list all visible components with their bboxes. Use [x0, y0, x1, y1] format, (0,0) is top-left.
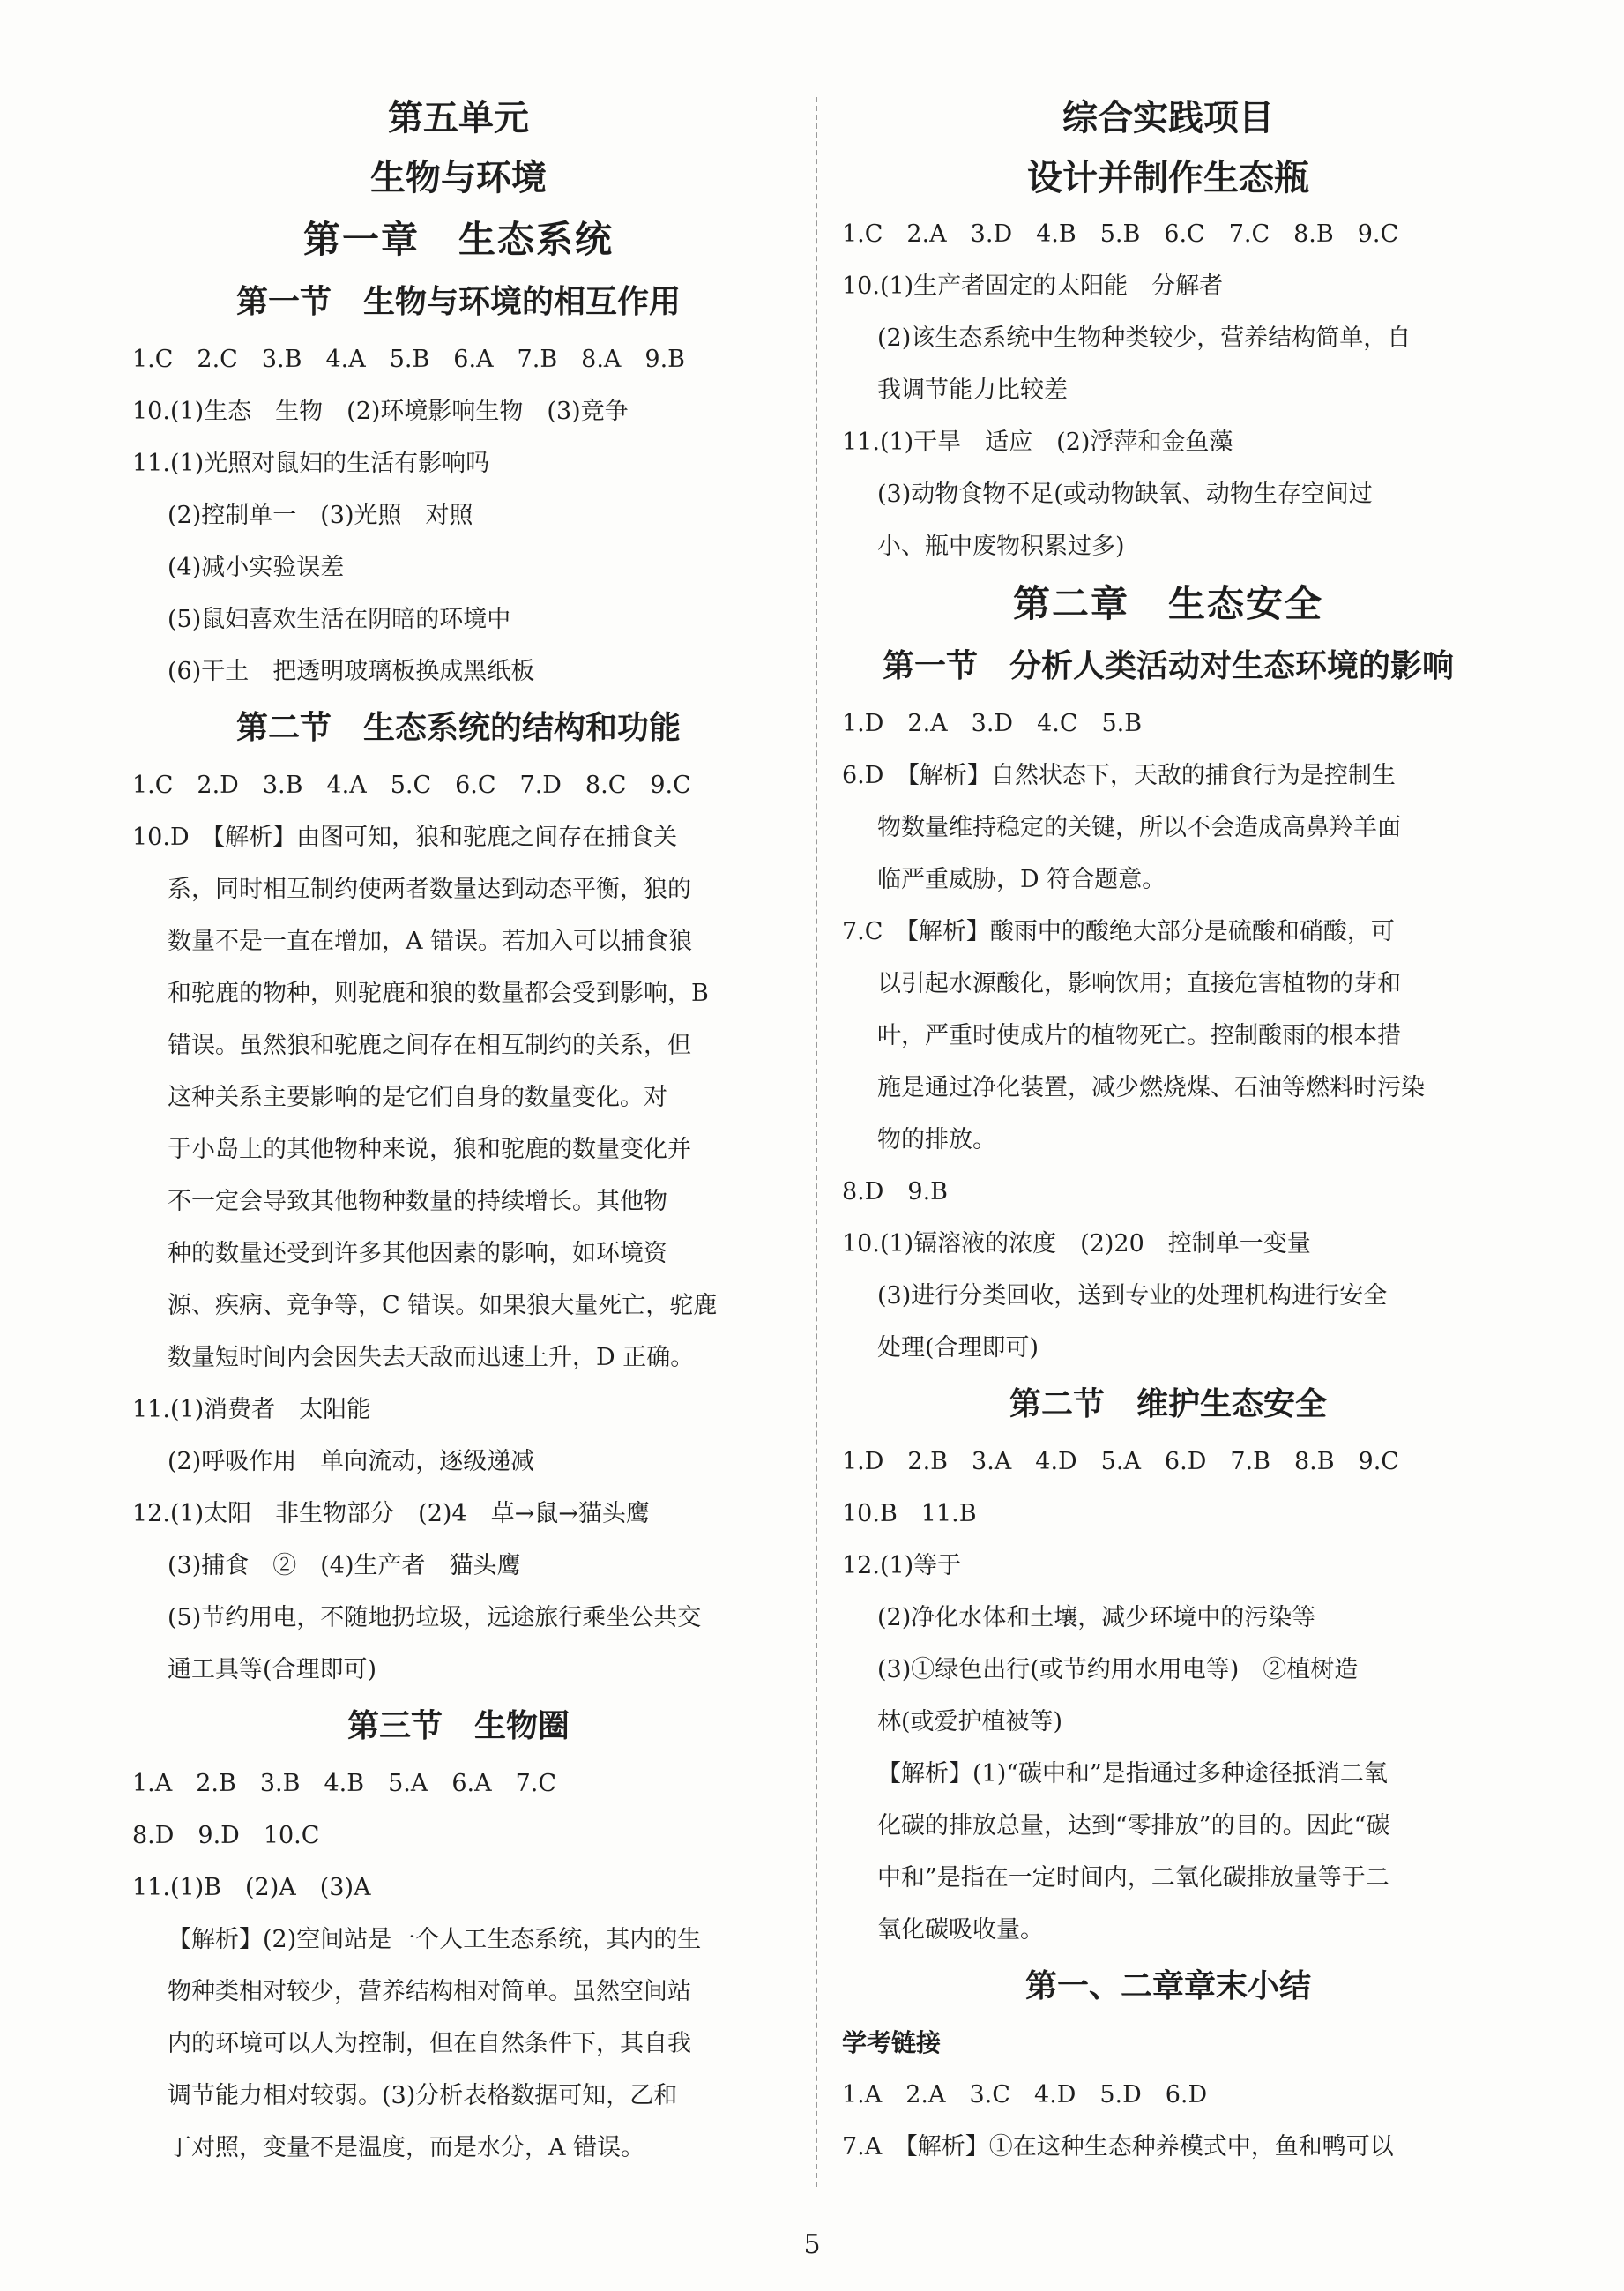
answer-line: 10.(1)生态 生物 (2)环境影响生物 (3)竞争 — [132, 398, 629, 425]
answer-line: 于小岛上的其他物种来说，狼和驼鹿的数量变化并 — [168, 1136, 691, 1163]
answer-line: (5)鼠妇喜欢生活在阴暗的环境中 — [168, 606, 511, 633]
answer-line: (3)动物食物不足(或动物缺氧、动物生存空间过 — [877, 481, 1373, 508]
answer-line: (6)干土 把透明玻璃板换成黑纸板 — [168, 658, 535, 685]
answer-line: 7.C 【解析】酸雨中的酸绝大部分是硫酸和硝酸，可 — [842, 918, 1395, 945]
section-title: 第二节 生态系统的结构和功能 — [235, 710, 681, 746]
left-column — [132, 88, 785, 2174]
answer-line: 8.D 9.D 10.C — [132, 1822, 320, 1849]
answer-line: 系，同时相互制约使两者数量达到动态平衡，狼的 — [168, 876, 691, 903]
answer-line: 叶，严重时使成片的植物死亡。控制酸雨的根本措 — [877, 1022, 1401, 1049]
answer-line: 丁对照，变量不是温度，而是水分，A 错误。 — [168, 2134, 645, 2161]
answer-line: 【解析】(1)“碳中和”是指通过多种途径抵消二氧 — [877, 1760, 1388, 1787]
answer-line: 7.A 【解析】①在这种生态种养模式中，鱼和鸭可以 — [842, 2133, 1394, 2160]
answer-line: 10.D 【解析】由图可知，狼和驼鹿之间存在捕食关 — [132, 824, 678, 851]
chapter-title: 第一章 生态系统 — [302, 218, 614, 261]
answer-line: 1.A 2.A 3.C 4.D 5.D 6.D — [842, 2081, 1208, 2108]
answer-line: 施是通过净化装置，减少燃烧煤、石油等燃料时污染 — [877, 1074, 1425, 1101]
answer-line: 10.B 11.B — [842, 1500, 977, 1527]
answer-line: 内的环境可以人为控制，但在自然条件下，其自我 — [168, 2030, 691, 2057]
answer-line: 临严重威胁，D 符合题意。 — [877, 866, 1166, 893]
answer-line: 1.D 2.A 3.D 4.C 5.B — [842, 710, 1143, 737]
answer-line: 1.C 2.A 3.D 4.B 5.B 6.C 7.C 8.B 9.C — [842, 220, 1399, 248]
answer-line: 物数量维持稳定的关键，所以不会造成高鼻羚羊面 — [877, 814, 1401, 841]
page-number: 5 — [803, 2229, 821, 2260]
unit-subtitle: 生物与环境 — [370, 158, 547, 198]
answer-line: 物种类相对较少，营养结构相对简单。虽然空间站 — [168, 1978, 691, 2005]
answer-line: (2)净化水体和土壤，减少环境中的污染等 — [877, 1604, 1316, 1631]
section-title: 第三节 生物圈 — [346, 1708, 570, 1744]
answer-line: 6.D 【解析】自然状态下，天敌的捕食行为是控制生 — [842, 762, 1396, 789]
answer-line: 错误。虽然狼和驼鹿之间存在相互制约的关系，但 — [168, 1032, 691, 1059]
answer-line: 11.(1)B (2)A (3)A — [132, 1874, 371, 1901]
answer-line: 处理(合理即可) — [877, 1334, 1039, 1362]
answer-line: 氧化碳吸收量。 — [877, 1916, 1044, 1944]
answer-line: 11.(1)光照对鼠妇的生活有影响吗 — [132, 450, 490, 477]
answer-line: 中和”是指在一定时间内，二氧化碳排放量等于二 — [877, 1864, 1389, 1892]
answer-line: (2)呼吸作用 单向流动，逐级递减 — [168, 1448, 535, 1475]
answer-line: 1.C 2.D 3.B 4.A 5.C 6.C 7.D 8.C 9.C — [132, 772, 691, 799]
answer-line: 调节能力相对较弱。(3)分析表格数据可知，乙和 — [168, 2082, 678, 2109]
section-title: 第二节 维护生态安全 — [1009, 1386, 1327, 1422]
chapter-title: 第二章 生态安全 — [1012, 582, 1323, 625]
answer-line: 我调节能力比较差 — [877, 377, 1068, 404]
answer-line: (3)捕食 ② (4)生产者 猫头鹰 — [168, 1552, 521, 1579]
project-subtitle: 设计并制作生态瓶 — [1027, 158, 1309, 198]
answer-line: (3)进行分类回收，送到专业的处理机构进行安全 — [877, 1282, 1388, 1310]
answer-line: 11.(1)干旱 适应 (2)浮萍和金鱼藻 — [842, 429, 1233, 456]
answer-line: 化碳的排放总量，达到“零排放”的目的。因此“碳 — [877, 1812, 1390, 1840]
subheading: 学考链接 — [842, 2028, 942, 2057]
answer-line: (2)控制单一 (3)光照 对照 — [168, 502, 473, 529]
answer-line: 小、瓶中废物积累过多) — [877, 533, 1125, 560]
answer-line: 种的数量还受到许多其他因素的影响，如环境资 — [168, 1240, 667, 1267]
answer-line: (2)该生态系统中生物种类较少，营养结构简单，自 — [877, 325, 1412, 352]
answer-line: 1.D 2.B 3.A 4.D 5.A 6.D 7.B 8.B 9.C — [842, 1448, 1399, 1475]
answer-line: 10.(1)镉溶液的浓度 (2)20 控制单一变量 — [842, 1230, 1311, 1257]
answer-line: 林(或爱护植被等) — [877, 1708, 1063, 1735]
section-title: 第一节 分析人类活动对生态环境的影响 — [882, 648, 1454, 684]
answer-line: 1.A 2.B 3.B 4.B 5.A 6.A 7.C — [132, 1770, 557, 1797]
right-column — [842, 88, 1494, 2173]
answer-line: 12.(1)等于 — [842, 1552, 962, 1579]
answer-line: 源、疾病、竞争等，C 错误。如果狼大量死亡，驼鹿 — [168, 1292, 718, 1319]
answer-line: (5)节约用电，不随地扔垃圾，远途旅行乘坐公共交 — [168, 1604, 702, 1631]
answer-line: 12.(1)太阳 非生物部分 (2)4 草→鼠→猫头鹰 — [132, 1500, 650, 1527]
answer-line: 11.(1)消费者 太阳能 — [132, 1396, 371, 1423]
answer-line: 数量不是一直在增加，A 错误。若加入可以捕食狼 — [168, 928, 693, 955]
answer-line: 以引起水源酸化，影响饮用；直接危害植物的芽和 — [877, 970, 1401, 997]
answer-line: (4)减小实验误差 — [168, 554, 345, 581]
unit-title: 第五单元 — [388, 98, 529, 138]
answer-line: 这种关系主要影响的是它们自身的数量变化。对 — [168, 1084, 667, 1111]
section-title: 第一、二章章末小结 — [1024, 1968, 1311, 2004]
answer-line: 物的排放。 — [877, 1126, 996, 1153]
project-title: 综合实践项目 — [1062, 98, 1274, 138]
answer-line: 8.D 9.B — [842, 1178, 949, 1205]
answer-line: 不一定会导致其他物种数量的持续增长。其他物 — [168, 1188, 667, 1215]
answer-line: 通工具等(合理即可) — [168, 1656, 377, 1683]
answer-line: (3)①绿色出行(或节约用水用电等) ②植树造 — [877, 1656, 1359, 1683]
answer-line: 1.C 2.C 3.B 4.A 5.B 6.A 7.B 8.A 9.B — [132, 346, 686, 373]
answer-line: 和驼鹿的物种，则驼鹿和狼的数量都会受到影响，B — [168, 980, 709, 1007]
answer-line: 【解析】(2)空间站是一个人工生态系统，其内的生 — [168, 1926, 702, 1953]
answer-line: 10.(1)生产者固定的太阳能 分解者 — [842, 272, 1224, 300]
column-divider — [816, 97, 817, 2187]
answer-line: 数量短时间内会因失去天敌而迅速上升，D 正确。 — [168, 1344, 695, 1371]
section-title: 第一节 生物与环境的相互作用 — [235, 284, 681, 320]
